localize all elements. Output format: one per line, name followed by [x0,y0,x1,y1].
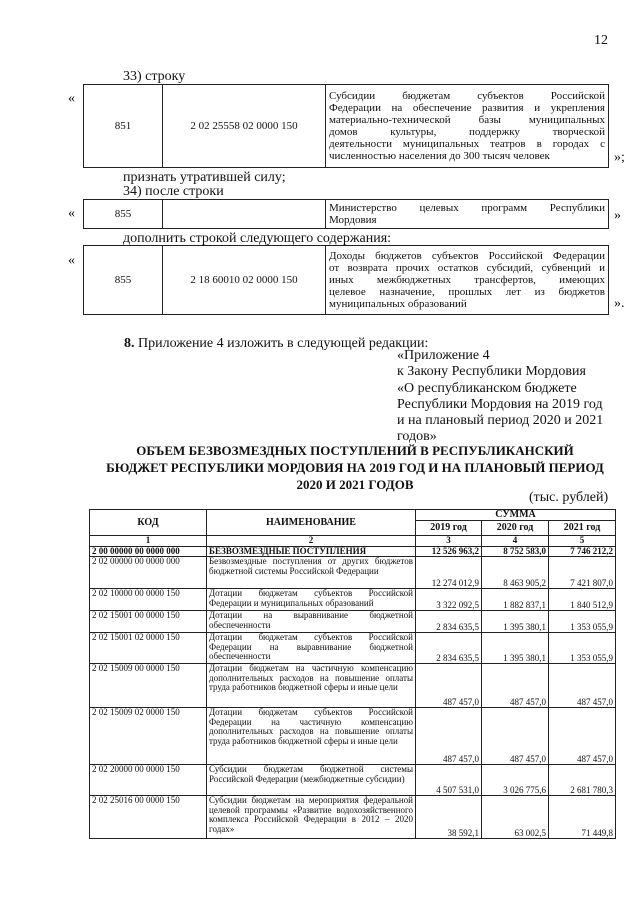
row-value-2021: 1 840 512,9 [549,589,616,611]
open-quote-34b: « [68,253,75,268]
row-33-line: Федерации на обеспечение развития и укрепления [329,102,605,114]
section-8-text: Приложение 4 изложить в следующей редакции: [138,336,429,351]
row-code: 2 02 15001 00 0000 150 [90,611,207,633]
row-name: Безвозмездные поступления от других бюджетов бюджетной системы Российской Федерации [207,557,416,589]
row-33-code: 851 [84,85,163,168]
open-quote-34: « [68,206,75,221]
close-quote-34b: ». [614,296,625,311]
row-34b-line: иных межбюджетных трансфертов, имеющих [329,274,605,286]
row-value-2019: 2 834 635,5 [416,633,482,664]
row-value-2020: 487 457,0 [482,664,549,708]
row-code: 2 02 15009 00 0000 150 [90,664,207,708]
row-value-2020: 487 457,0 [482,708,549,765]
amendment-row-33 [83,84,609,168]
appendix-line: к Закону Республики Мордовия [397,364,586,380]
close-quote-33: »; [614,150,625,165]
table-row [90,589,616,611]
row-name: Дотации на выравнивание бюджетной обеспеченности [207,611,416,633]
appendix-line: годов» [397,429,437,445]
col-sum-header: СУММА [416,510,616,521]
row-name: БЕЗВОЗМЕЗДНЫЕ ПОСТУПЛЕНИЯ [207,546,416,557]
row-name: Дотации бюджетам субъектов Российской Федерации и муниципальных образований [207,589,416,611]
amendment-row-34 [83,199,609,229]
row-34b-code: 855 [84,246,163,315]
row-name: Дотации бюджетам субъектов Российской Федерации на выравнивание бюджетной обеспеченности [207,633,416,664]
row-name: Дотации бюджетам субъектов Российской Федерации на частичную компенсацию дополнительных расходов на повышение оплаты труда работников бюджетной сферы и иные цели [207,708,416,765]
amendment-row-34b [83,245,609,315]
item-33-after: признать утратившей силу; [123,170,286,185]
row-33-line: деятельности муниципальных театров в городах с [329,138,605,150]
units-label: (тыс. рублей) [529,490,609,505]
document-title [90,442,620,493]
col-code-header: КОД [90,510,207,536]
row-code: 2 02 00000 00 0000 000 [90,557,207,589]
table-row [90,611,616,633]
budget-table [89,509,616,839]
row-value-2021: 487 457,0 [549,664,616,708]
table-row [90,633,616,664]
row-value-2019: 4 507 531,0 [416,765,482,796]
row-value-2020: 63 002,5 [482,796,549,839]
col-year-header: 2019 год [416,521,482,536]
row-34b-line: Доходы бюджетов субъектов Российской Федерации [329,250,605,262]
row-34-line: Министерство целевых программ Республики [329,202,605,214]
row-name: Дотации бюджетам на частичную компенсацию дополнительных расходов на повышение оплаты труда работников бюджетной сферы и иные цели [207,664,416,708]
open-quote-33: « [68,91,75,106]
appendix-line: «О республиканском бюджете [397,380,577,396]
close-quote-34: » [614,208,621,223]
col-index: 3 [416,536,482,547]
row-34-kbk [163,200,326,229]
item-34-label: 34) после строки [123,184,224,199]
row-code: 2 02 20000 00 0000 150 [90,765,207,796]
row-value-2021: 1 353 055,9 [549,611,616,633]
appendix-line: «Приложение 4 [397,348,490,363]
col-year-header: 2021 год [549,521,616,536]
col-year-header: 2020 год [482,521,549,536]
row-code: 2 02 15001 02 0000 150 [90,633,207,664]
row-value-2021: 2 681 780,3 [549,765,616,796]
section-8 [124,336,428,352]
section-8-number: 8. [124,336,135,351]
row-code: 2 00 00000 00 0000 000 [90,546,207,557]
appendix-header [397,348,627,446]
table-row [90,664,616,708]
row-value-2019: 3 322 092,5 [416,589,482,611]
row-value-2020: 3 026 775,6 [482,765,549,796]
row-34-line: Мордовия [329,214,377,226]
row-name: Субсидии бюджетам на мероприятия федеральной целевой программы «Развитие водохозяйственного комплекса Российской Федерации в 2012 – 2020 годах» [207,796,416,839]
col-index: 5 [549,536,616,547]
table-row [90,546,616,557]
row-code: 2 02 25016 00 0000 150 [90,796,207,839]
col-name-header: НАИМЕНОВАНИЕ [207,510,416,536]
row-value-2021: 1 353 055,9 [549,633,616,664]
item-34-after: дополнить строкой следующего содержания: [123,231,392,246]
row-value-2019: 487 457,0 [416,664,482,708]
appendix-line: Республики Мордовия на 2019 год [397,396,603,412]
row-name: Субсидии бюджетам бюджетной системы Российской Федерации (межбюджетные субсидии) [207,765,416,796]
row-34b-line: целевое назначение, прошлых лет из бюджетов [329,286,605,298]
table-row [90,765,616,796]
row-value-2019: 487 457,0 [416,708,482,765]
row-value-2020: 8 752 583,0 [482,546,549,557]
row-value-2019: 12 526 963,2 [416,546,482,557]
col-index: 4 [482,536,549,547]
row-34-code: 855 [84,200,163,229]
row-33-line: Субсидии бюджетам субъектов Российской [329,90,605,102]
row-value-2019: 38 592,1 [416,796,482,839]
table-row [90,557,616,589]
title-line: 2020 И 2021 ГОДОВ [296,477,414,492]
row-33-line: численностью населения до 300 тысяч человек [329,150,550,162]
row-34b-line: от возврата прочих остатков субсидий, субвенций и [329,262,605,274]
table-row [90,796,616,839]
row-34b-line: муниципальных образований [329,298,467,310]
row-33-kbk: 2 02 25558 02 0000 150 [163,85,326,168]
page-number: 12 [594,33,608,48]
row-33-name [326,85,609,168]
row-value-2021: 71 449,8 [549,796,616,839]
row-code: 2 02 15009 02 0000 150 [90,708,207,765]
row-value-2019: 12 274 012,9 [416,557,482,589]
row-value-2020: 1 395 380,1 [482,633,549,664]
item-33-label: 33) строку [123,69,186,84]
title-line: БЮДЖЕТ РЕСПУБЛИКИ МОРДОВИЯ НА 2019 ГОД И НА ПЛАНОВЫЙ ПЕРИОД [106,460,604,475]
row-value-2021: 487 457,0 [549,708,616,765]
title-line: ОБЪЕМ БЕЗВОЗМЕЗДНЫХ ПОСТУПЛЕНИЙ В РЕСПУБЛИКАНСКИЙ [136,443,574,458]
row-33-line: домов культуры, поддержку творческой [329,126,605,138]
row-value-2021: 7 421 807,0 [549,557,616,589]
row-value-2019: 2 834 635,5 [416,611,482,633]
row-value-2020: 8 463 905,2 [482,557,549,589]
row-value-2020: 1 882 837,1 [482,589,549,611]
row-34-name [326,200,609,229]
col-index: 1 [90,536,207,547]
row-value-2021: 7 746 212,2 [549,546,616,557]
col-index: 2 [207,536,416,547]
row-34b-kbk: 2 18 60010 02 0000 150 [163,246,326,315]
table-row [90,708,616,765]
appendix-line: и на плановый период 2020 и 2021 [397,413,604,429]
row-code: 2 02 10000 00 0000 150 [90,589,207,611]
row-value-2020: 1 395 380,1 [482,611,549,633]
row-34b-name [326,246,609,315]
row-33-line: материально-технической базы муниципальных [329,114,605,126]
